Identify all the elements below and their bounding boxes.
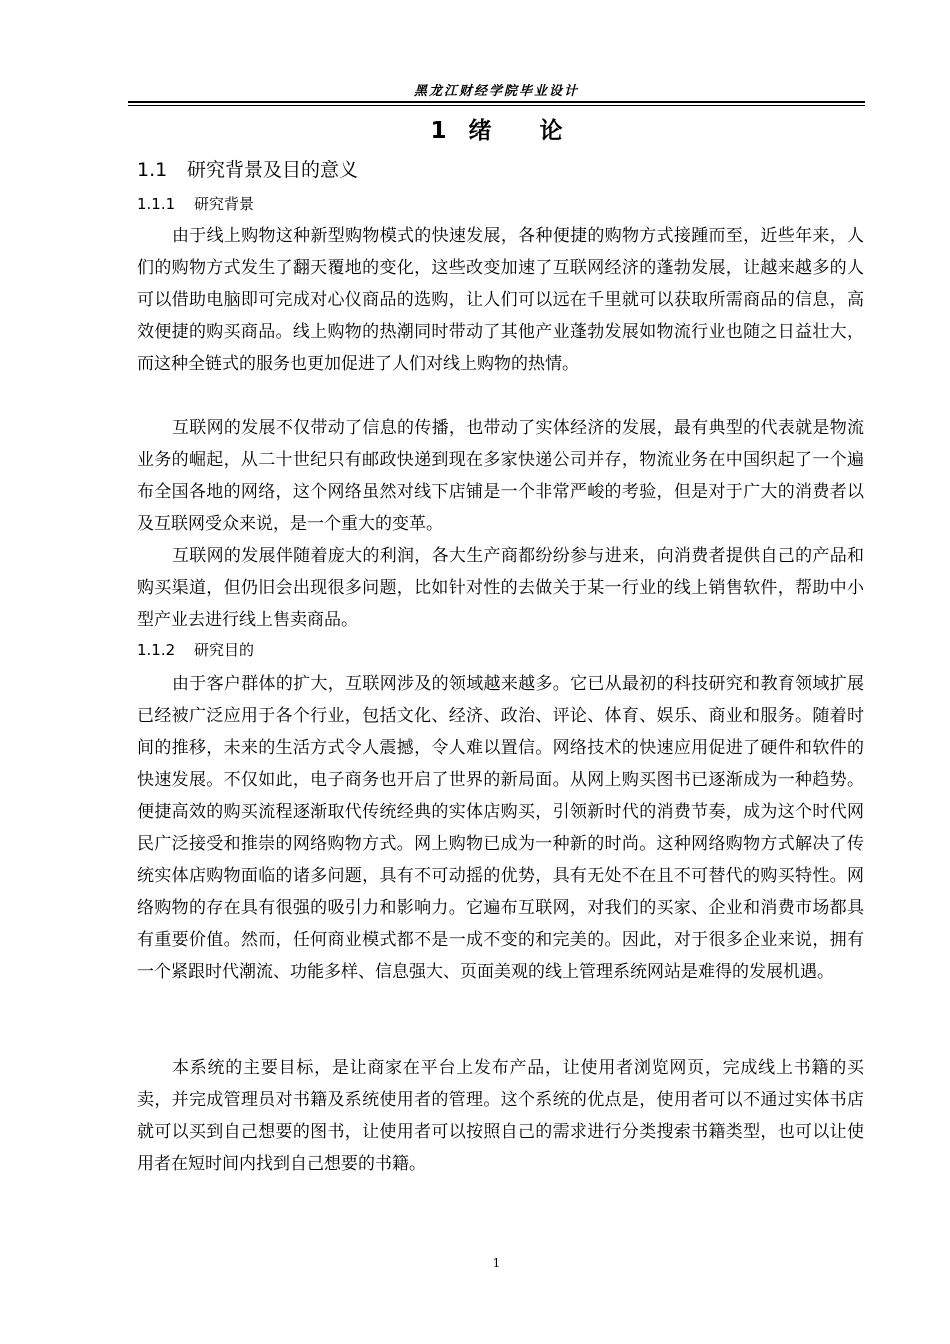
section-number: 1.1	[137, 159, 168, 181]
purpose-paragraph-1: 由于客户群体的扩大，互联网涉及的领域越来越多。它已从最初的科技研究和教育领域扩展已经被广泛应用于各个行业，包括文化、经济、政治、评论、体育、娱乐、商业和服务。随着时间的推移，未来的生活方式令人震撼，令人难以置信。网络技术的快速应用促进了硬件和软件的快速发展。不仅如此，电子商务也开启了世界的新局面。从网上购买图书已逐渐成为一种趋势。便捷高效的购买流程逐渐取代传统经典的实体店购买，引领新时代的消费节奏，成为这个时代网民广泛接受和推崇的网络购物方式。网上购物已成为一种新的时尚。这种网络购物方式解决了传统实体店购物面临的诸多问题，具有不可动摇的优势，具有无处不在且不可替代的购买特性。网络购物的存在具有很强的吸引力和影响力。它遍布互联网，对我们的买家、企业和消费市场都具有重要价值。然而，任何商业模式都不是一成不变的和完美的。因此，对于很多企业来说，拥有一个紧跟时代潮流、功能多样、信息强大、页面美观的线上管理系统网站是难得的发展机遇。	[137, 674, 864, 982]
subsection-number: 1.1.1	[137, 195, 176, 213]
section-title: 研究背景及目的意义	[187, 159, 359, 181]
subsection-title: 研究目的	[194, 641, 255, 659]
background-paragraph-2: 互联网的发展不仅带动了信息的传播，也带动了实体经济的发展，最有典型的代表就是物流业务的崛起，从二十世纪只有邮政快递到现在多家快递公司并存，物流业务在中国织起了一个遍布全国各地的网络，这个网络虽然对线下店铺是一个非常严峻的考验，但是对于广大的消费者以及互联网受众来说，是一个重大的变革。	[137, 418, 864, 534]
subsection-number: 1.1.2	[137, 641, 176, 659]
background-paragraph-1: 由于线上购物这种新型购物模式的快速发展，各种便捷的购物方式接踵而至，近些年来，人们的购物方式发生了翻天覆地的变化，这些改变加速了互联网经济的蓬勃发展，让越来越多的人可以借助电脑即可完成对心仪商品的选购，让人们可以远在千里就可以获取所需商品的信息，高效便捷的购买商品。线上购物的热潮同时带动了其他产业蓬勃发展如物流行业也随之日益壮大，而这种全链式的服务也更加促进了人们对线上购物的热情。	[137, 226, 864, 374]
purpose-paragraph-2: 本系统的主要目标，是让商家在平台上发布产品，让使用者浏览网页，完成线上书籍的买卖，并完成管理员对书籍及系统使用者的管理。这个系统的优点是，使用者可以不通过实体书店就可以买到自己想要的图书，让使用者可以按照自己的需求进行分类搜索书籍类型，也可以让使用者在短时间内找到自己想要的书籍。	[137, 1058, 864, 1174]
page-header: 黑龙江财经学院毕业设计	[413, 84, 579, 99]
page-number: 1	[492, 1256, 501, 1270]
subsection-heading-1-1-2	[137, 638, 254, 662]
chapter-title-part2: 论	[539, 118, 563, 144]
section-heading-1-1	[137, 156, 358, 184]
chapter-title	[128, 114, 865, 148]
header-rule-thin	[128, 105, 865, 106]
subsection-heading-1-1-1	[137, 192, 254, 216]
subsection-title: 研究背景	[194, 195, 255, 213]
header-rule-thick	[128, 101, 865, 103]
chapter-title-part1: 绪	[468, 118, 492, 144]
background-paragraph-3: 互联网的发展伴随着庞大的利润，各大生产商都纷纷参与进来，向消费者提供自己的产品和购买渠道，但仍旧会出现很多问题，比如针对性的去做关于某一行业的线上销售软件，帮助中小型产业去进行线上售卖商品。	[137, 546, 864, 630]
chapter-number: 1	[430, 118, 447, 144]
